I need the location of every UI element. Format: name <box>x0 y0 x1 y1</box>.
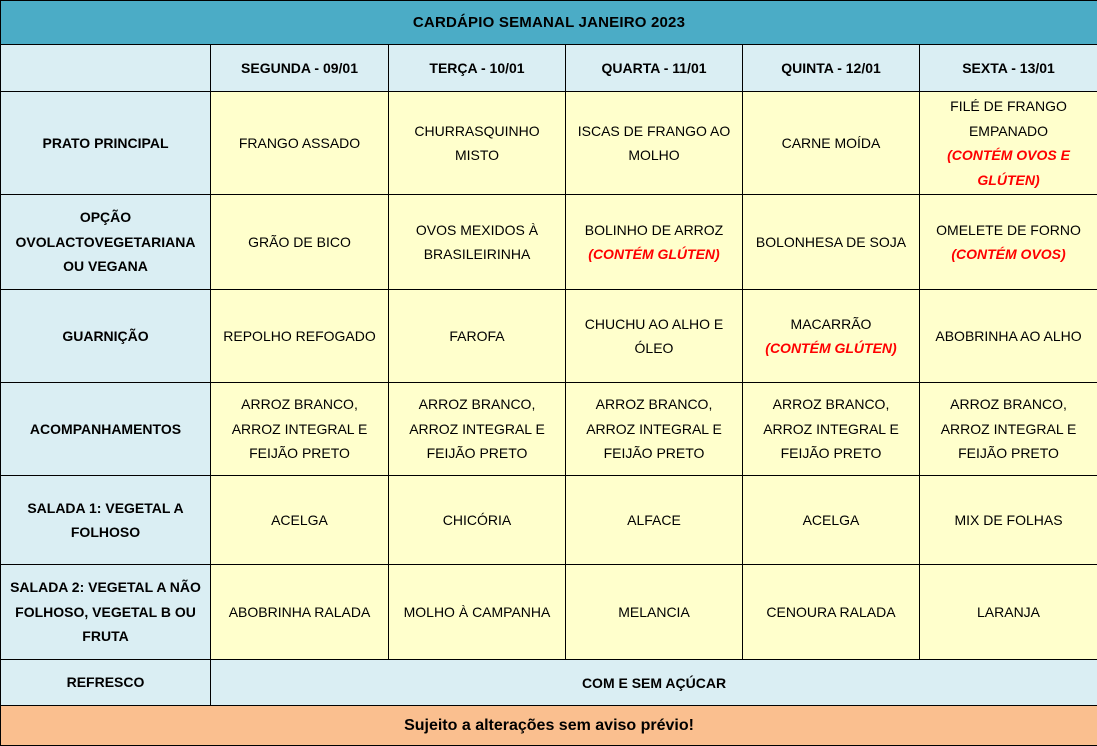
day-header-segunda: SEGUNDA - 09/01 <box>211 45 389 92</box>
dish-name: REPOLHO REFOGADO <box>223 328 375 344</box>
menu-cell <box>920 92 1097 195</box>
dish-name: LARANJA <box>977 604 1040 620</box>
page-title: CARDÁPIO SEMANAL JANEIRO 2023 <box>1 1 1097 45</box>
dish-name: ALFACE <box>627 512 681 528</box>
menu-cell <box>743 290 920 383</box>
dish-name: ABOBRINHA RALADA <box>229 604 371 620</box>
dish-name: ARROZ BRANCO, ARROZ INTEGRAL E FEIJÃO PRETO <box>763 396 899 461</box>
dish-name: ARROZ BRANCO, ARROZ INTEGRAL E FEIJÃO PRETO <box>409 396 545 461</box>
table-row-acompanhamentos <box>1 383 1097 476</box>
menu-cell <box>211 92 389 195</box>
dish-name: ISCAS DE FRANGO AO MOLHO <box>578 123 730 164</box>
dish-name: ACELGA <box>271 512 328 528</box>
table-row-salada-2 <box>1 565 1097 660</box>
menu-cell <box>389 195 566 290</box>
dish-name: CHURRASQUINHO MISTO <box>414 123 539 164</box>
dish-name: MELANCIA <box>618 604 690 620</box>
table-row-refresco <box>1 660 1097 706</box>
row-label: SALADA 1: VEGETAL A FOLHOSO <box>1 476 211 565</box>
menu-cell <box>211 195 389 290</box>
row-label: SALADA 2: VEGETAL A NÃO FOLHOSO, VEGETAL B OU FRUTA <box>1 565 211 660</box>
menu-cell <box>566 565 743 660</box>
menu-cell <box>389 290 566 383</box>
allergen-note: (CONTÉM OVOS) <box>925 242 1092 267</box>
dish-name: MOLHO À CAMPANHA <box>404 604 551 620</box>
day-header-sexta: SEXTA - 13/01 <box>920 45 1097 92</box>
menu-cell <box>920 565 1097 660</box>
dish-name: ACELGA <box>803 512 860 528</box>
dish-name: CHUCHU AO ALHO E ÓLEO <box>585 316 723 357</box>
row-label: PRATO PRINCIPAL <box>1 92 211 195</box>
menu-cell <box>211 383 389 476</box>
menu-cell <box>389 476 566 565</box>
row-label: REFRESCO <box>1 660 211 706</box>
menu-cell <box>389 383 566 476</box>
table-row-salada-1 <box>1 476 1097 565</box>
menu-cell <box>566 476 743 565</box>
dish-name: ARROZ BRANCO, ARROZ INTEGRAL E FEIJÃO PRETO <box>232 396 368 461</box>
dish-name: CARNE MOÍDA <box>782 135 881 151</box>
dish-name: MIX DE FOLHAS <box>954 512 1062 528</box>
row-label: OPÇÃO OVOLACTOVEGETARIANA OU VEGANA <box>1 195 211 290</box>
allergen-note: (CONTÉM OVOS E GLÚTEN) <box>925 143 1092 192</box>
dish-name: OMELETE DE FORNO <box>936 222 1081 238</box>
row-label: ACOMPANHAMENTOS <box>1 383 211 476</box>
table-row-guarnicao <box>1 290 1097 383</box>
menu-cell <box>743 195 920 290</box>
menu-cell <box>920 290 1097 383</box>
allergen-note: (CONTÉM GLÚTEN) <box>748 336 914 361</box>
menu-cell <box>566 383 743 476</box>
dish-name: GRÃO DE BICO <box>248 234 351 250</box>
menu-cell <box>389 92 566 195</box>
dish-name: MACARRÃO <box>791 316 872 332</box>
menu-cell <box>211 565 389 660</box>
dish-name: FRANGO ASSADO <box>239 135 360 151</box>
footer-note: Sujeito a alterações sem aviso prévio! <box>1 706 1097 746</box>
menu-cell <box>211 476 389 565</box>
menu-cell <box>743 476 920 565</box>
allergen-note: (CONTÉM GLÚTEN) <box>571 242 737 267</box>
corner-cell <box>1 45 211 92</box>
dish-name: ARROZ BRANCO, ARROZ INTEGRAL E FEIJÃO PRETO <box>941 396 1077 461</box>
menu-cell <box>920 195 1097 290</box>
menu-cell <box>743 92 920 195</box>
menu-cell <box>211 290 389 383</box>
menu-cell <box>389 565 566 660</box>
day-header-quinta: QUINTA - 12/01 <box>743 45 920 92</box>
dish-name: BOLINHO DE ARROZ <box>585 222 723 238</box>
menu-cell <box>743 383 920 476</box>
day-header-terca: TERÇA - 10/01 <box>389 45 566 92</box>
row-label: GUARNIÇÃO <box>1 290 211 383</box>
dish-name: CHICÓRIA <box>443 512 511 528</box>
dish-name: CENOURA RALADA <box>766 604 895 620</box>
dish-name: BOLONHESA DE SOJA <box>756 234 906 250</box>
day-header-row <box>1 45 1097 92</box>
menu-cell <box>566 92 743 195</box>
title-row <box>1 1 1097 45</box>
dish-name: FAROFA <box>449 328 504 344</box>
menu-cell <box>743 565 920 660</box>
table-row-prato-principal <box>1 92 1097 195</box>
dish-name: ARROZ BRANCO, ARROZ INTEGRAL E FEIJÃO PRETO <box>586 396 722 461</box>
refresco-value: COM E SEM AÇÚCAR <box>211 660 1097 706</box>
dish-name: FILÉ DE FRANGO EMPANADO <box>950 98 1067 139</box>
day-header-quarta: QUARTA - 11/01 <box>566 45 743 92</box>
footer-row <box>1 706 1097 746</box>
menu-cell <box>920 476 1097 565</box>
dish-name: ABOBRINHA AO ALHO <box>935 328 1081 344</box>
dish-name: OVOS MEXIDOS À BRASILEIRINHA <box>416 222 538 263</box>
menu-cell <box>920 383 1097 476</box>
menu-cell <box>566 195 743 290</box>
menu-cell <box>566 290 743 383</box>
table-row-opcao-vegetariana <box>1 195 1097 290</box>
